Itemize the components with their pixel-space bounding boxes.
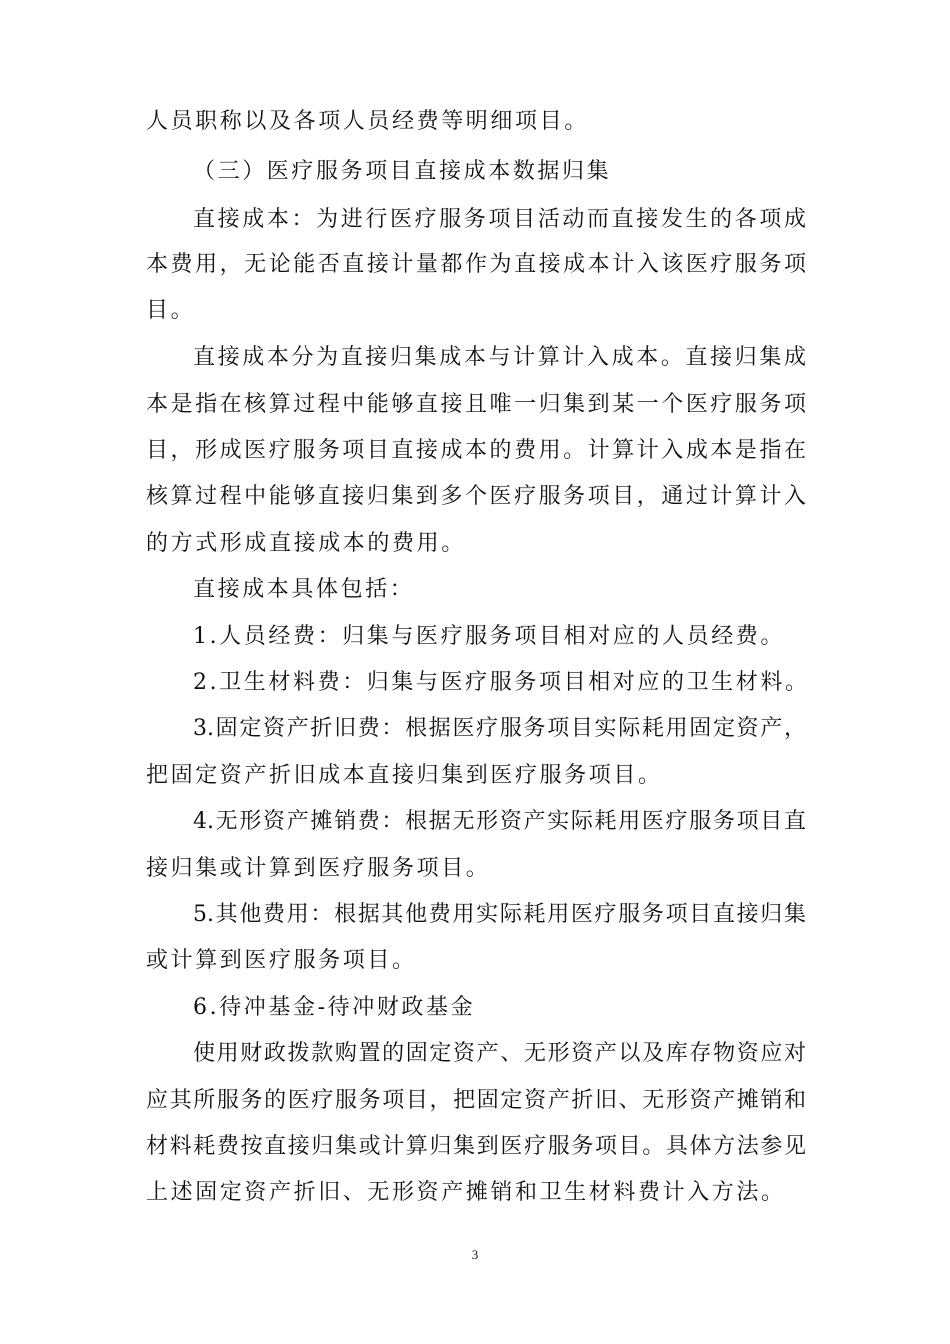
list-item: 1.人员经费：归集与医疗服务项目相对应的人员经费。 — [193, 624, 785, 649]
text-line: 目，形成医疗服务项目直接成本的费用。计算计入成本是指在 — [146, 438, 806, 463]
list-item: 4.无形资产摊销费：根据无形资产实际耗用医疗服务项目直 — [193, 809, 806, 834]
text-line: 接归集或计算到医疗服务项目。 — [146, 856, 491, 881]
text-line: 上述固定资产折旧、无形资产摊销和卫生材料费计入方法。 — [146, 1180, 786, 1205]
list-item: 2.卫生材料费：归集与医疗服务项目相对应的卫生材料。 — [193, 670, 810, 695]
text-line: 本是指在核算过程中能够直接且唯一归集到某一个医疗服务项 — [146, 392, 806, 417]
text-line: 人员职称以及各项人员经费等明细项目。 — [146, 109, 589, 134]
text-line: 直接成本分为直接归集成本与计算计入成本。直接归集成 — [193, 345, 806, 370]
text-line: 应其所服务的医疗服务项目，把固定资产折旧、无形资产摊销和 — [146, 1088, 806, 1113]
list-item: 6.待冲基金-待冲财政基金 — [193, 995, 476, 1020]
text-line: 使用财政拨款购置的固定资产、无形资产以及库存物资应对 — [193, 1041, 806, 1066]
text-line: 或计算到医疗服务项目。 — [146, 948, 417, 973]
list-item: 3.固定资产折旧费：根据医疗服务项目实际耗用固定资产， — [193, 716, 806, 741]
text-line: 核算过程中能够直接归集到多个医疗服务项目，通过计算计入 — [146, 484, 806, 509]
section-heading: （三）医疗服务项目直接成本数据归集 — [193, 159, 612, 184]
text-line: 材料耗费按直接归集或计算归集到医疗服务项目。具体方法参见 — [146, 1134, 806, 1159]
list-item: 5.其他费用：根据其他费用实际耗用医疗服务项目直接归集 — [193, 902, 806, 927]
text-line: 本费用，无论能否直接计量都作为直接成本计入该医疗服务项 — [146, 252, 806, 277]
text-line: 直接成本具体包括： — [193, 577, 415, 602]
text-line: 的方式形成直接成本的费用。 — [146, 531, 466, 556]
text-line: 直接成本：为进行医疗服务项目活动而直接发生的各项成 — [193, 207, 806, 232]
text-line: 把固定资产折旧成本直接归集到医疗服务项目。 — [146, 763, 663, 788]
text-line: 目。 — [146, 298, 196, 323]
page-number: 3 — [471, 1247, 479, 1262]
